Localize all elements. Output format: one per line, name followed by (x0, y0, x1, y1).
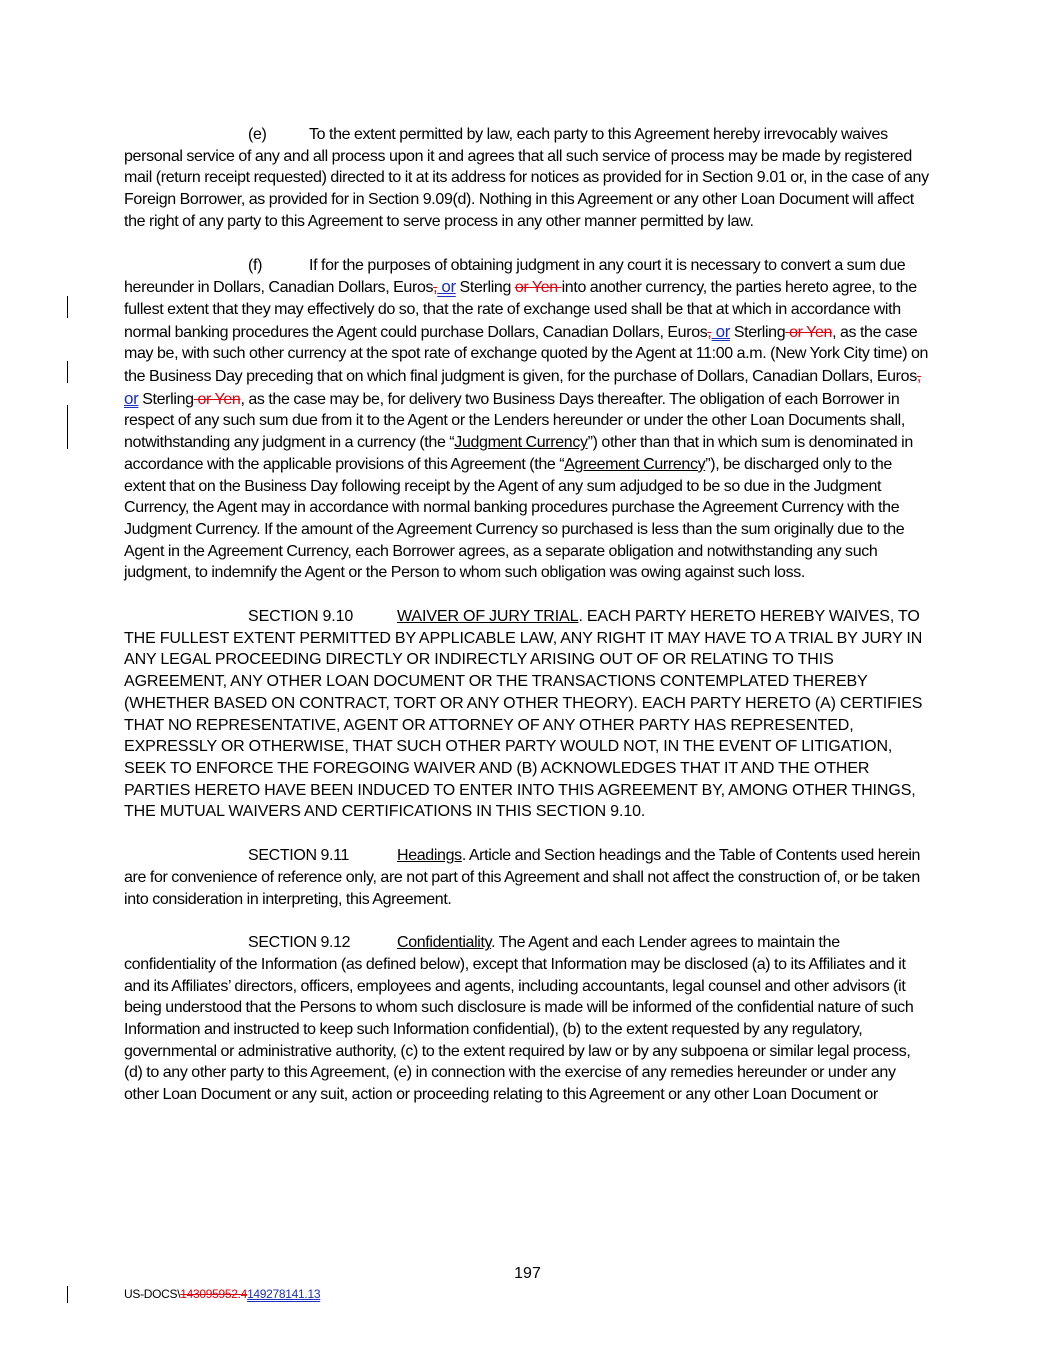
paragraph-text: ”) other than that in which sum is denominated in accordance with the applicable provisions of this Agreement (the “ (124, 434, 913, 473)
defined-term: Agreement Currency (564, 455, 706, 473)
docid-prefix: US-DOCS\ (124, 1287, 181, 1301)
section-number: SECTION 9.11 (248, 847, 350, 865)
change-bar (67, 361, 68, 383)
section-9-11 (124, 845, 932, 910)
deleted-text: or Yen (785, 323, 833, 341)
section-text: . EACH PARTY HERETO HEREBY WAIVES, TO THE FULLEST EXTENT PERMITTED BY APPLICABLE LAW, ANY RIGHT IT MAY HAVE TO A TRIAL BY JURY IN ANY LEGAL PROCEEDING DIRECTLY OR INDIRECTLY ARISING OUT OF OR RELATING TO THIS AGREEMENT, ANY OTHER LOAN DOCUMENT OR THE TRANSACTIONS CONTEMPLATED THEREBY (WHETHER BASED ON CONTRACT, TORT OR ANY OTHER THEORY). EACH PARTY HERETO (A) CERTIFIES THAT NO REPRESENTATIVE, AGENT OR ATTORNEY OF ANY OTHER PARTY HAS REPRESENTED, EXPRESSLY OR OTHERWISE, THAT SUCH OTHER PARTY WOULD NOT, IN THE EVENT OF LITIGATION, SEEK TO ENFORCE THE FOREGOING WAIVER AND (B) ACKNOWLEDGES THAT IT AND THE OTHER PARTIES HERETO HAVE BEEN INDUCED TO ENTER INTO THIS AGREEMENT BY, AMONG OTHER THINGS, THE MUTUAL WAIVERS AND CERTIFICATIONS IN THIS SECTION 9.10. (124, 608, 923, 821)
paragraph-text: , as the case may be, with such other currency at the spot rate of exchange quoted by the Agent at 11:00 a.m. (New York City time) on the Business Day preceding that on which final judgment is given, for the purchase of Dollars, Canadian Dollars, Euros (124, 323, 929, 386)
deleted-text: or Yen (193, 390, 241, 408)
docid-inserted: 149278141.13 (247, 1287, 321, 1301)
deleted-text: or Yen (514, 279, 562, 297)
section-heading: Confidentiality (397, 934, 492, 952)
deleted-text: , (707, 323, 712, 341)
paragraph-label: (e) (248, 126, 267, 143)
deleted-text: , (433, 279, 438, 297)
inserted-text: or (437, 277, 456, 297)
inserted-text: or (711, 321, 731, 341)
paragraph-text: into another currency, the parties hereto agree, to the fullest extent that they may effectively do so, that the rate of exchange used shall be that at which in accordance with normal banking procedures the Agent could purchase Dollars, Canadian Dollars, Euros (124, 279, 917, 341)
paragraph-text: Sterling (730, 323, 786, 341)
deleted-text: , (916, 368, 921, 386)
paragraph-text: Sterling (455, 279, 515, 297)
change-bar (67, 405, 68, 449)
section-number: SECTION 9.10 (248, 608, 354, 626)
section-text: . Article and Section headings and the Table of Contents used herein are for convenience of reference only, are not part of this Agreement and shall not affect the construction of, or be taken into consideration in interpreting, this Agreement. (124, 847, 921, 908)
section-heading: WAIVER OF JURY TRIAL (397, 608, 579, 626)
section-number: SECTION 9.12 (248, 934, 351, 952)
change-bar (67, 1286, 68, 1303)
section-9-12 (124, 932, 932, 1106)
paragraph-label: (f) (248, 256, 263, 274)
change-bar (67, 296, 68, 318)
paragraph-text: , as the case may be, for delivery two Business Days thereafter. The obligation of each Borrower in respect of any such sum due from it to the Agent or the Lenders hereunder or under the other Loan Documents shall, notwithstanding any judgment in a currency (the “ (124, 390, 905, 452)
paragraph-text: To the extent permitted by law, each party to this Agreement hereby irrevocably waives personal service of any and all process upon it and agrees that all such service of process may be made by registered mail (return receipt requested) directed to it at its address for notices as provided for in Section 9.01 or, in the case of any Foreign Borrower, as provided for in Section 9.09(d). Nothing in this Agreement or any other Loan Document will affect the right of any party to this Agreement to serve process in any other manner permitted by law. (124, 126, 929, 230)
section-9-10 (124, 606, 932, 823)
section-heading: Headings (397, 847, 462, 865)
document-page (124, 124, 932, 1128)
document-id (124, 1287, 320, 1301)
page-number: 197 (514, 1265, 541, 1282)
paragraph-e (124, 124, 932, 233)
paragraph-f (124, 255, 932, 585)
inserted-text: or (124, 388, 139, 408)
paragraph-text: ”), be discharged only to the extent that on the Business Day following receipt by the Agent of any sum adjudged to be so due in the Judgment Currency, the Agent may in accordance with normal banking procedures purchase the Agreement Currency with the Judgment Currency. If the amount of the Agreement Currency so purchased is less than the sum originally due to the Agent in the Agreement Currency, each Borrower agrees, as a separate obligation and notwithstanding any such judgment, to indemnify the Agent or the Person to whom such obligation was owing against such loss. (124, 455, 905, 582)
paragraph-text: If for the purposes of obtaining judgment in any court it is necessary to convert a sum due hereunder in Dollars, Canadian Dollars, Euros (124, 256, 906, 297)
paragraph-text: Sterling (138, 390, 194, 408)
section-text: . The Agent and each Lender agrees to maintain the confidentiality of the Information (as defined below), except that Information may be disclosed (a) to its Affiliates and it and its Affiliates’ directors, officers, employees and agents, including accountants, legal counsel and other advisors (it being understood that the Persons to whom such disclosure is made will be informed of the confidential nature of such Information and instructed to keep such Information confidential), (b) to the extent requested by any regulatory, governmental or administrative authority, (c) to the extent required by law or by any subpoena or similar legal process, (d) to any other party to this Agreement, (e) in connection with the exercise of any remedies hereunder or under any other Loan Document or any suit, action or proceeding relating to this Agreement or any other Loan Document or (124, 934, 914, 1104)
defined-term: Judgment Currency (454, 434, 588, 452)
docid-deleted: 143095952.4 (180, 1287, 248, 1301)
